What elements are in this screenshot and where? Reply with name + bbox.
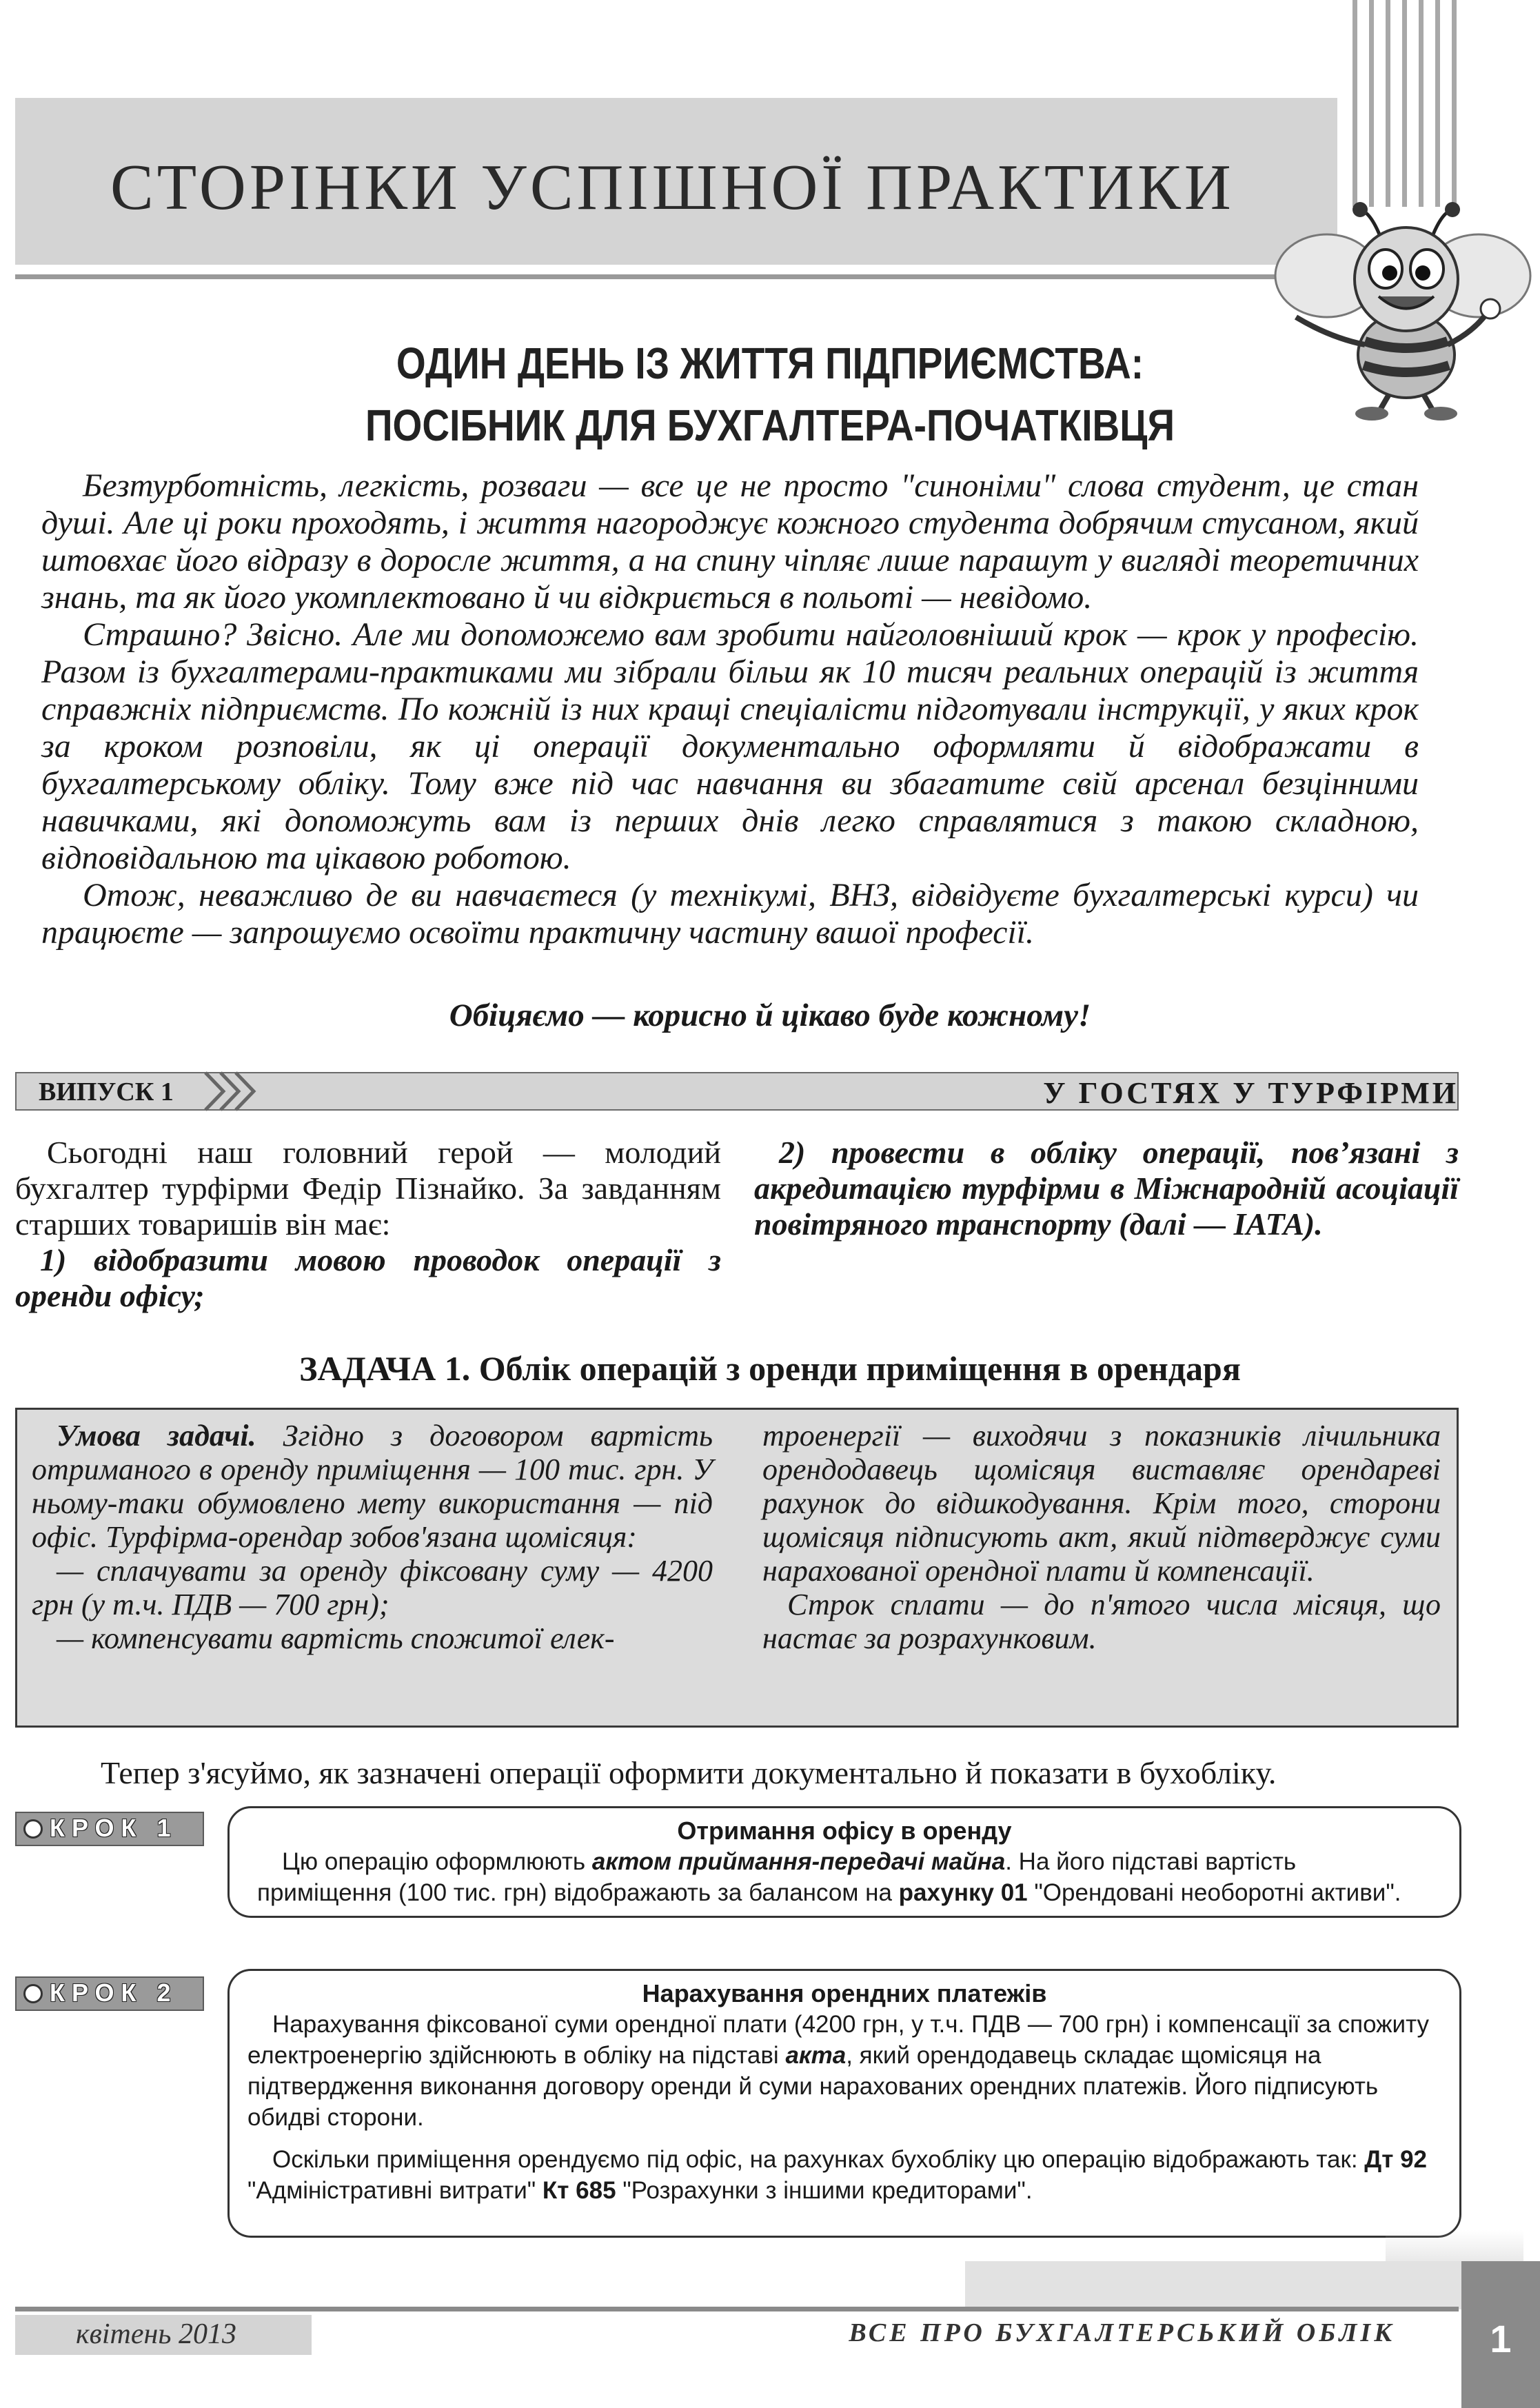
transition-text: Тепер з'ясуймо, як зазначені операції оформити документально й показати в бухобліку. [101, 1755, 1277, 1790]
story-intro-text: Сьогодні наш головний герой — молодий бухгалтер турфірми Федір Пізнайко. За завданням старших товаришів він має: [15, 1135, 721, 1242]
section-title: СТОРІНКИ УСПІШНОЇ ПРАКТИКИ [110, 152, 1235, 223]
step-2-text: Оскільки приміщення орендуємо під офіс, на рахунках бухобліку цю операцію відображають так: Дт 92 "Адміністративні витрати" Кт 685 "Розрахунки з іншими кредиторами". [247, 2146, 1427, 2204]
story-right-column [754, 1135, 1459, 1242]
condition-label: Умова задачі. [57, 1419, 256, 1453]
footer-rule [15, 2307, 1459, 2311]
issue-topic: У ГОСТЯХ У ТУРФІРМИ [1043, 1076, 1459, 1110]
intro-paragraph: Страшно? Звісно. Але ми допоможемо вам зробити найголовніший крок — крок у професію. Разом із бухгалтерами-практиками ми зібрали більш як 10 тисяч реальних операцій із життя справжніх підприємств. По кожній із них кращі спеціалісти підготували інструкції, у яких крок за кроком розповіли, як ці операції документально оформляти й відображати в бухгалтерському обліку. Тому вже під час навчання ви збагатите свій арсенал безцінними навичками, які допоможуть вам із перших днів легко справлятися з такою складною, відповідальною та цікавою роботою. [41, 616, 1419, 876]
condition-deadline: Строк сплати — до п'ятого числа місяця, що настає за розрахунковим. [762, 1588, 1441, 1655]
step-1-text: Цю операцію оформлюють актом приймання-передачі майна. На його підставі вартість приміщення (100 тис. грн) відображають за балансом на рахунку 01 "Орендовані необоротні активи". [257, 1848, 1401, 1906]
condition-left-column [32, 1419, 713, 1655]
issue-date: квітень 2013 [76, 2318, 236, 2350]
chevrons-icon [200, 1069, 262, 1114]
promise-line: Обіцяємо — корисно й цікаво буде кожному! [449, 998, 1091, 1033]
footer-band [965, 2261, 1461, 2309]
step-2-label: КРОК 2 [50, 1979, 178, 2007]
step-1-box [227, 1806, 1461, 1918]
condition-text: Згідно з договором вартість отриманого в оренду приміщення — 100 тис. грн. У ньому-таки обумовлено мету використання — під офіс. Турфірма-орендар зобов'язана щомісяця: [32, 1419, 713, 1554]
condition-item-continued: троенергії — виходячи з показників лічильника орендодавець щомісяця виставляє орендареві рахунок до відшкодування. Крім того, сторони щомісяця підписують акт, який підтверджує суми нарахованої орендної плати й компенсації. [762, 1419, 1441, 1588]
story-task-1: 1) відобразити мовою проводок операції з оренди офісу; [15, 1242, 721, 1313]
story-task-2: 2) провести в обліку операції, пов’язані з акредитацією турфірми в Міжнародній асоціації повітряного транспорту (далі — IATA). [754, 1135, 1459, 1242]
article-intro [41, 467, 1419, 951]
step-1-title: Отримання офісу в оренду [677, 1817, 1012, 1845]
article-title-line2: ПОСІБНИК ДЛЯ БУХГАЛТЕРА-ПОЧАТКІВЦЯ [365, 401, 1175, 450]
article-title-line1: ОДИН ДЕНЬ ІЗ ЖИТТЯ ПІДПРИЄМСТВА: [396, 338, 1144, 388]
task-title: ЗАДАЧА 1. Облік операцій з оренди приміщення в орендаря [299, 1349, 1241, 1388]
step-circle-icon [23, 1984, 43, 2003]
issue-label: ВИПУСК 1 [39, 1077, 174, 1106]
step-2-tag [15, 1976, 204, 2011]
step-1-label: КРОК 1 [50, 1814, 178, 1842]
intro-paragraph: Отож, неважливо де ви навчаєтеся (у технікумі, ВНЗ, відвідуєте бухгалтерські курси) чи працюєте — запрошуємо освоїти практичну частину вашої професії. [41, 877, 1419, 951]
condition-item: — сплачувати за оренду фіксовану суму — 4200 грн (у т.ч. ПДВ — 700 грн); [32, 1554, 713, 1621]
story-left-column [15, 1135, 721, 1314]
intro-paragraph: Безтурботність, легкість, розваги — все це не просто "синоніми" слова студент, це стан душі. Але ці роки проходять, і життя нагороджує кожного студента добрячим стусаном, який штовхає його відразу в доросле життя, а на спину чіпляє лише парашут у вигляді теоретичних знань, та як його укомплектовано й чи відкриється в польоті — невідомо. [41, 467, 1419, 616]
step-2-text: Нарахування фіксованої суми орендної плати (4200 грн, у т.ч. ПДВ — 700 грн) і компенсації за спожиту електроенергію здійснюють в обліку на підставі акта, який орендодавець складає щомісяця на підтвердження виконання договору оренди й суми нарахованих орендних платежів. Його підписують обидві сторони. [247, 2011, 1430, 2131]
step-circle-icon [23, 1819, 43, 1839]
condition-item: — компенсувати вартість спожитої елек- [57, 1621, 615, 1655]
journal-name: ВСЕ ПРО БУХГАЛТЕРСЬКИЙ ОБЛІК [849, 2318, 1395, 2347]
condition-right-column [762, 1419, 1441, 1655]
header-rule [15, 274, 1337, 279]
step-1-tag [15, 1812, 204, 1846]
step-2-box [227, 1969, 1461, 2238]
page-number: 1 [1490, 2317, 1512, 2360]
step-2-title: Нарахування орендних платежів [642, 1979, 1047, 2007]
